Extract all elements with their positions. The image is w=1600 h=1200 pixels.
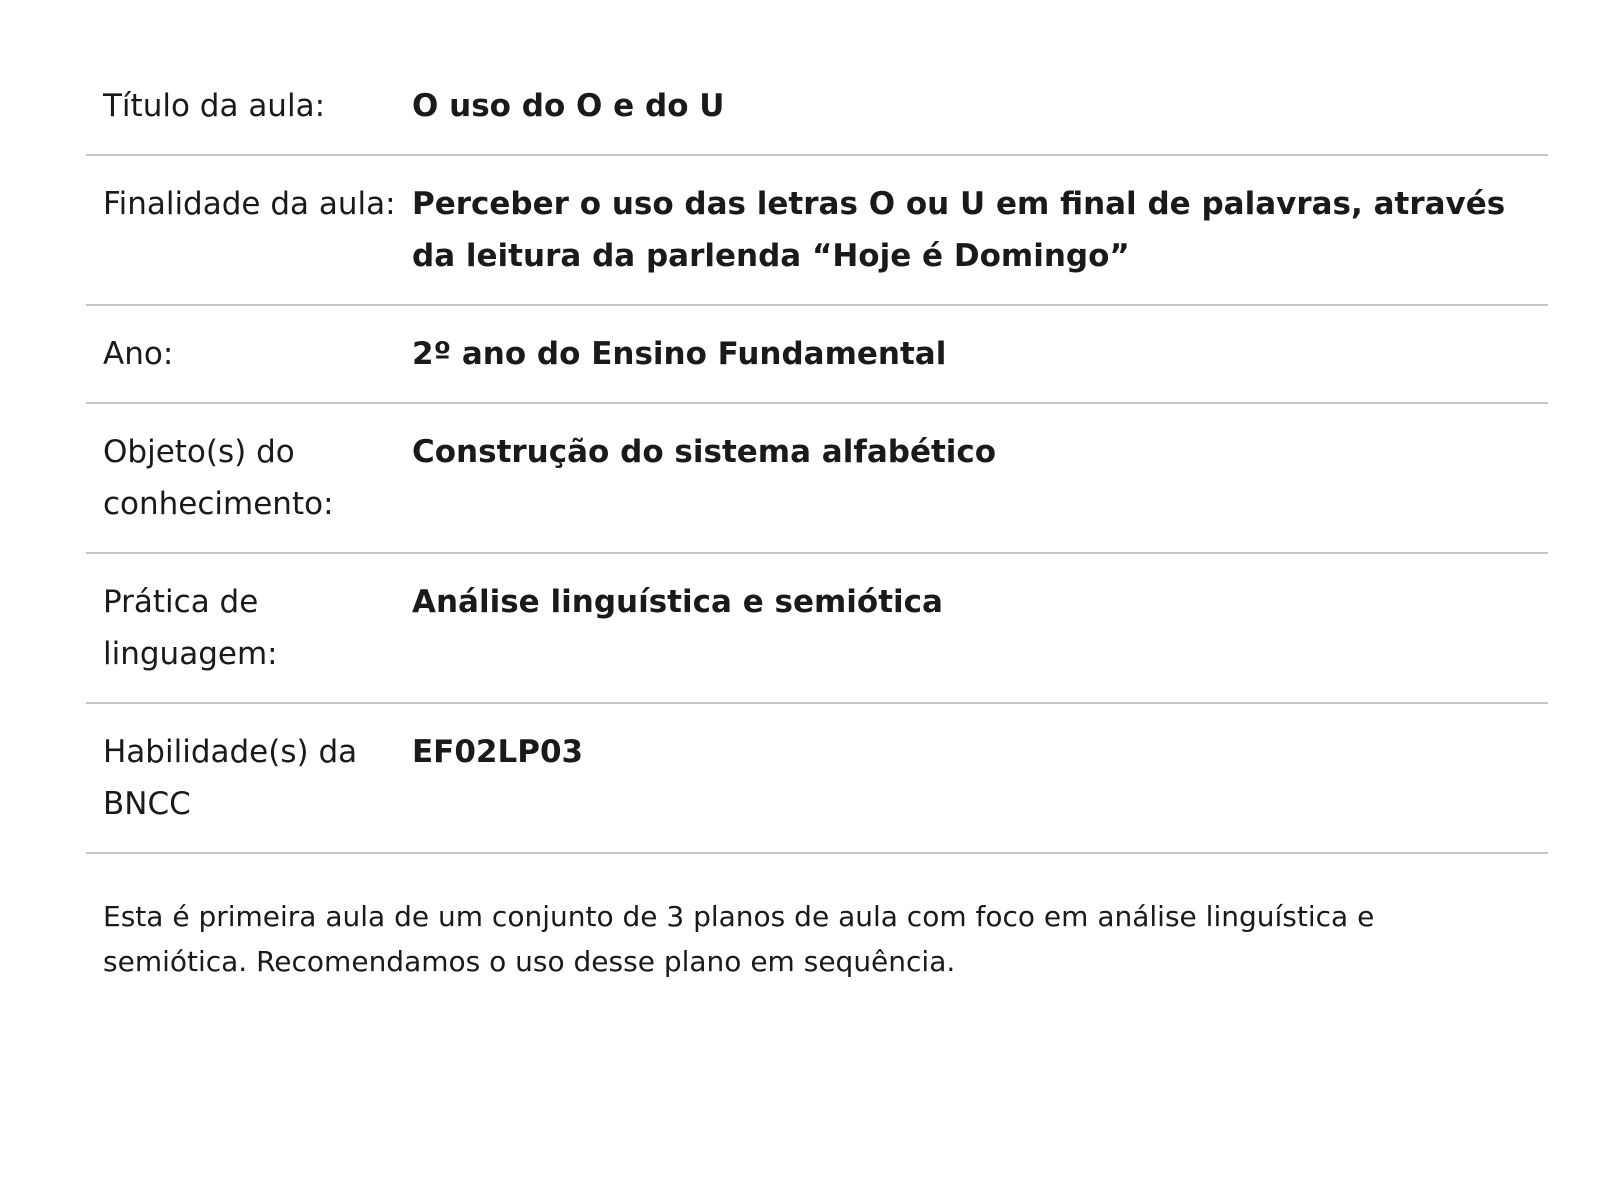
label-lesson-title: Título da aula:: [103, 88, 326, 124]
value-knowledge-objects: Construção do sistema alfabético: [412, 434, 997, 470]
label-knowledge-objects: Objeto(s) do conhecimento:: [103, 434, 334, 522]
value-lesson-title: O uso do O e do U: [412, 88, 725, 124]
row-language-practice: [86, 554, 1548, 704]
sequence-note: Esta é primeira aula de um conjunto de 3 planos de aula com foco em análise linguística e semiótica. Recomendamos o uso desse plano em sequência.: [103, 900, 1375, 978]
row-lesson-purpose: [86, 156, 1548, 306]
value-language-practice: Análise linguística e semiótica: [412, 584, 943, 620]
row-knowledge-objects: [86, 404, 1548, 554]
row-lesson-title: [86, 58, 1548, 156]
row-bncc-skills: [86, 704, 1548, 854]
value-bncc-skills: EF02LP03: [412, 734, 584, 770]
label-language-practice: Prática de linguagem:: [103, 584, 278, 672]
row-school-year: [86, 306, 1548, 404]
value-lesson-purpose: Perceber o uso das letras O ou U em final de palavras, através da leitura da parlenda “Hoje é Domingo”: [412, 186, 1506, 274]
label-school-year: Ano:: [103, 336, 174, 372]
lesson-info-table: [86, 58, 1548, 854]
label-bncc-skills: Habilidade(s) da BNCC: [103, 734, 358, 822]
value-school-year: 2º ano do Ensino Fundamental: [412, 336, 947, 372]
label-lesson-purpose: Finalidade da aula:: [103, 186, 396, 222]
